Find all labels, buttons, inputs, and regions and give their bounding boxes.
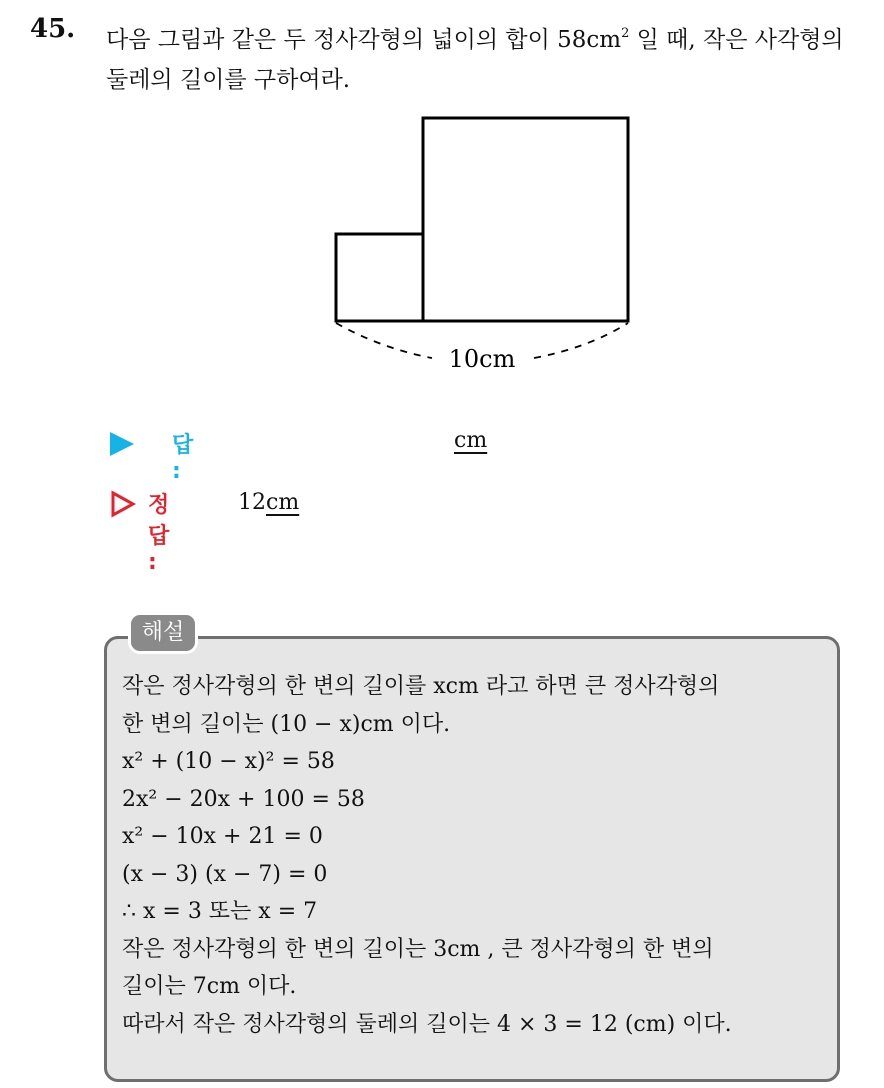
play-triangle-icon	[110, 432, 134, 456]
solution-line: 한 변의 길이는 (10 − x)cm 이다.	[122, 711, 451, 737]
solution-tag: 해설	[128, 612, 198, 654]
solution-line: 작은 정사각형의 한 변의 길이를 xcm 라고 하면 큰 정사각형의	[122, 674, 720, 699]
large-square	[423, 118, 628, 321]
solution-line: ∴ x = 3 또는 x = 7	[122, 899, 318, 924]
dimension-label: 10cm	[448, 345, 516, 373]
outline-triangle-icon	[110, 490, 136, 518]
correct-answer-value	[238, 490, 299, 515]
question-text-part2: 일 때, 작은 사각형의 둘레의 길이를 구하여라.	[106, 27, 844, 93]
answer-unit: cm	[454, 428, 488, 453]
dimension-arc-right	[534, 323, 628, 358]
solution-line: x² + (10 − x)² = 58	[122, 749, 335, 774]
answer-label: 답 :	[172, 433, 194, 484]
question-text	[106, 14, 866, 100]
two-squares-figure	[320, 108, 650, 388]
solution-line: 따라서 작은 정사각형의 둘레의 길이는 4 × 3 = 12 (cm) 이다.	[122, 1011, 732, 1037]
solution-line: 작은 정사각형의 한 변의 길이는 3cm , 큰 정사각형의 한 변의	[122, 936, 714, 962]
solution-text	[122, 668, 834, 1043]
correct-answer-unit: cm	[266, 490, 300, 515]
small-square	[336, 234, 423, 321]
solution-line: 2x² − 20x + 100 = 58	[122, 786, 365, 812]
question-superscript: 2	[621, 26, 630, 41]
dimension-arc-left	[336, 323, 432, 358]
question-text-part1: 다음 그림과 같은 두 정사각형의 넓이의 합이 58cm	[106, 27, 622, 53]
question-number: 45.	[30, 14, 76, 44]
correct-answer-number: 12	[238, 490, 266, 515]
solution-line: (x − 3) (x − 7) = 0	[122, 861, 328, 887]
solution-line: 길이는 7cm 이다.	[122, 974, 297, 999]
solution-line: x² − 10x + 21 = 0	[122, 824, 323, 849]
correct-answer-label: 정답 :	[148, 493, 170, 575]
